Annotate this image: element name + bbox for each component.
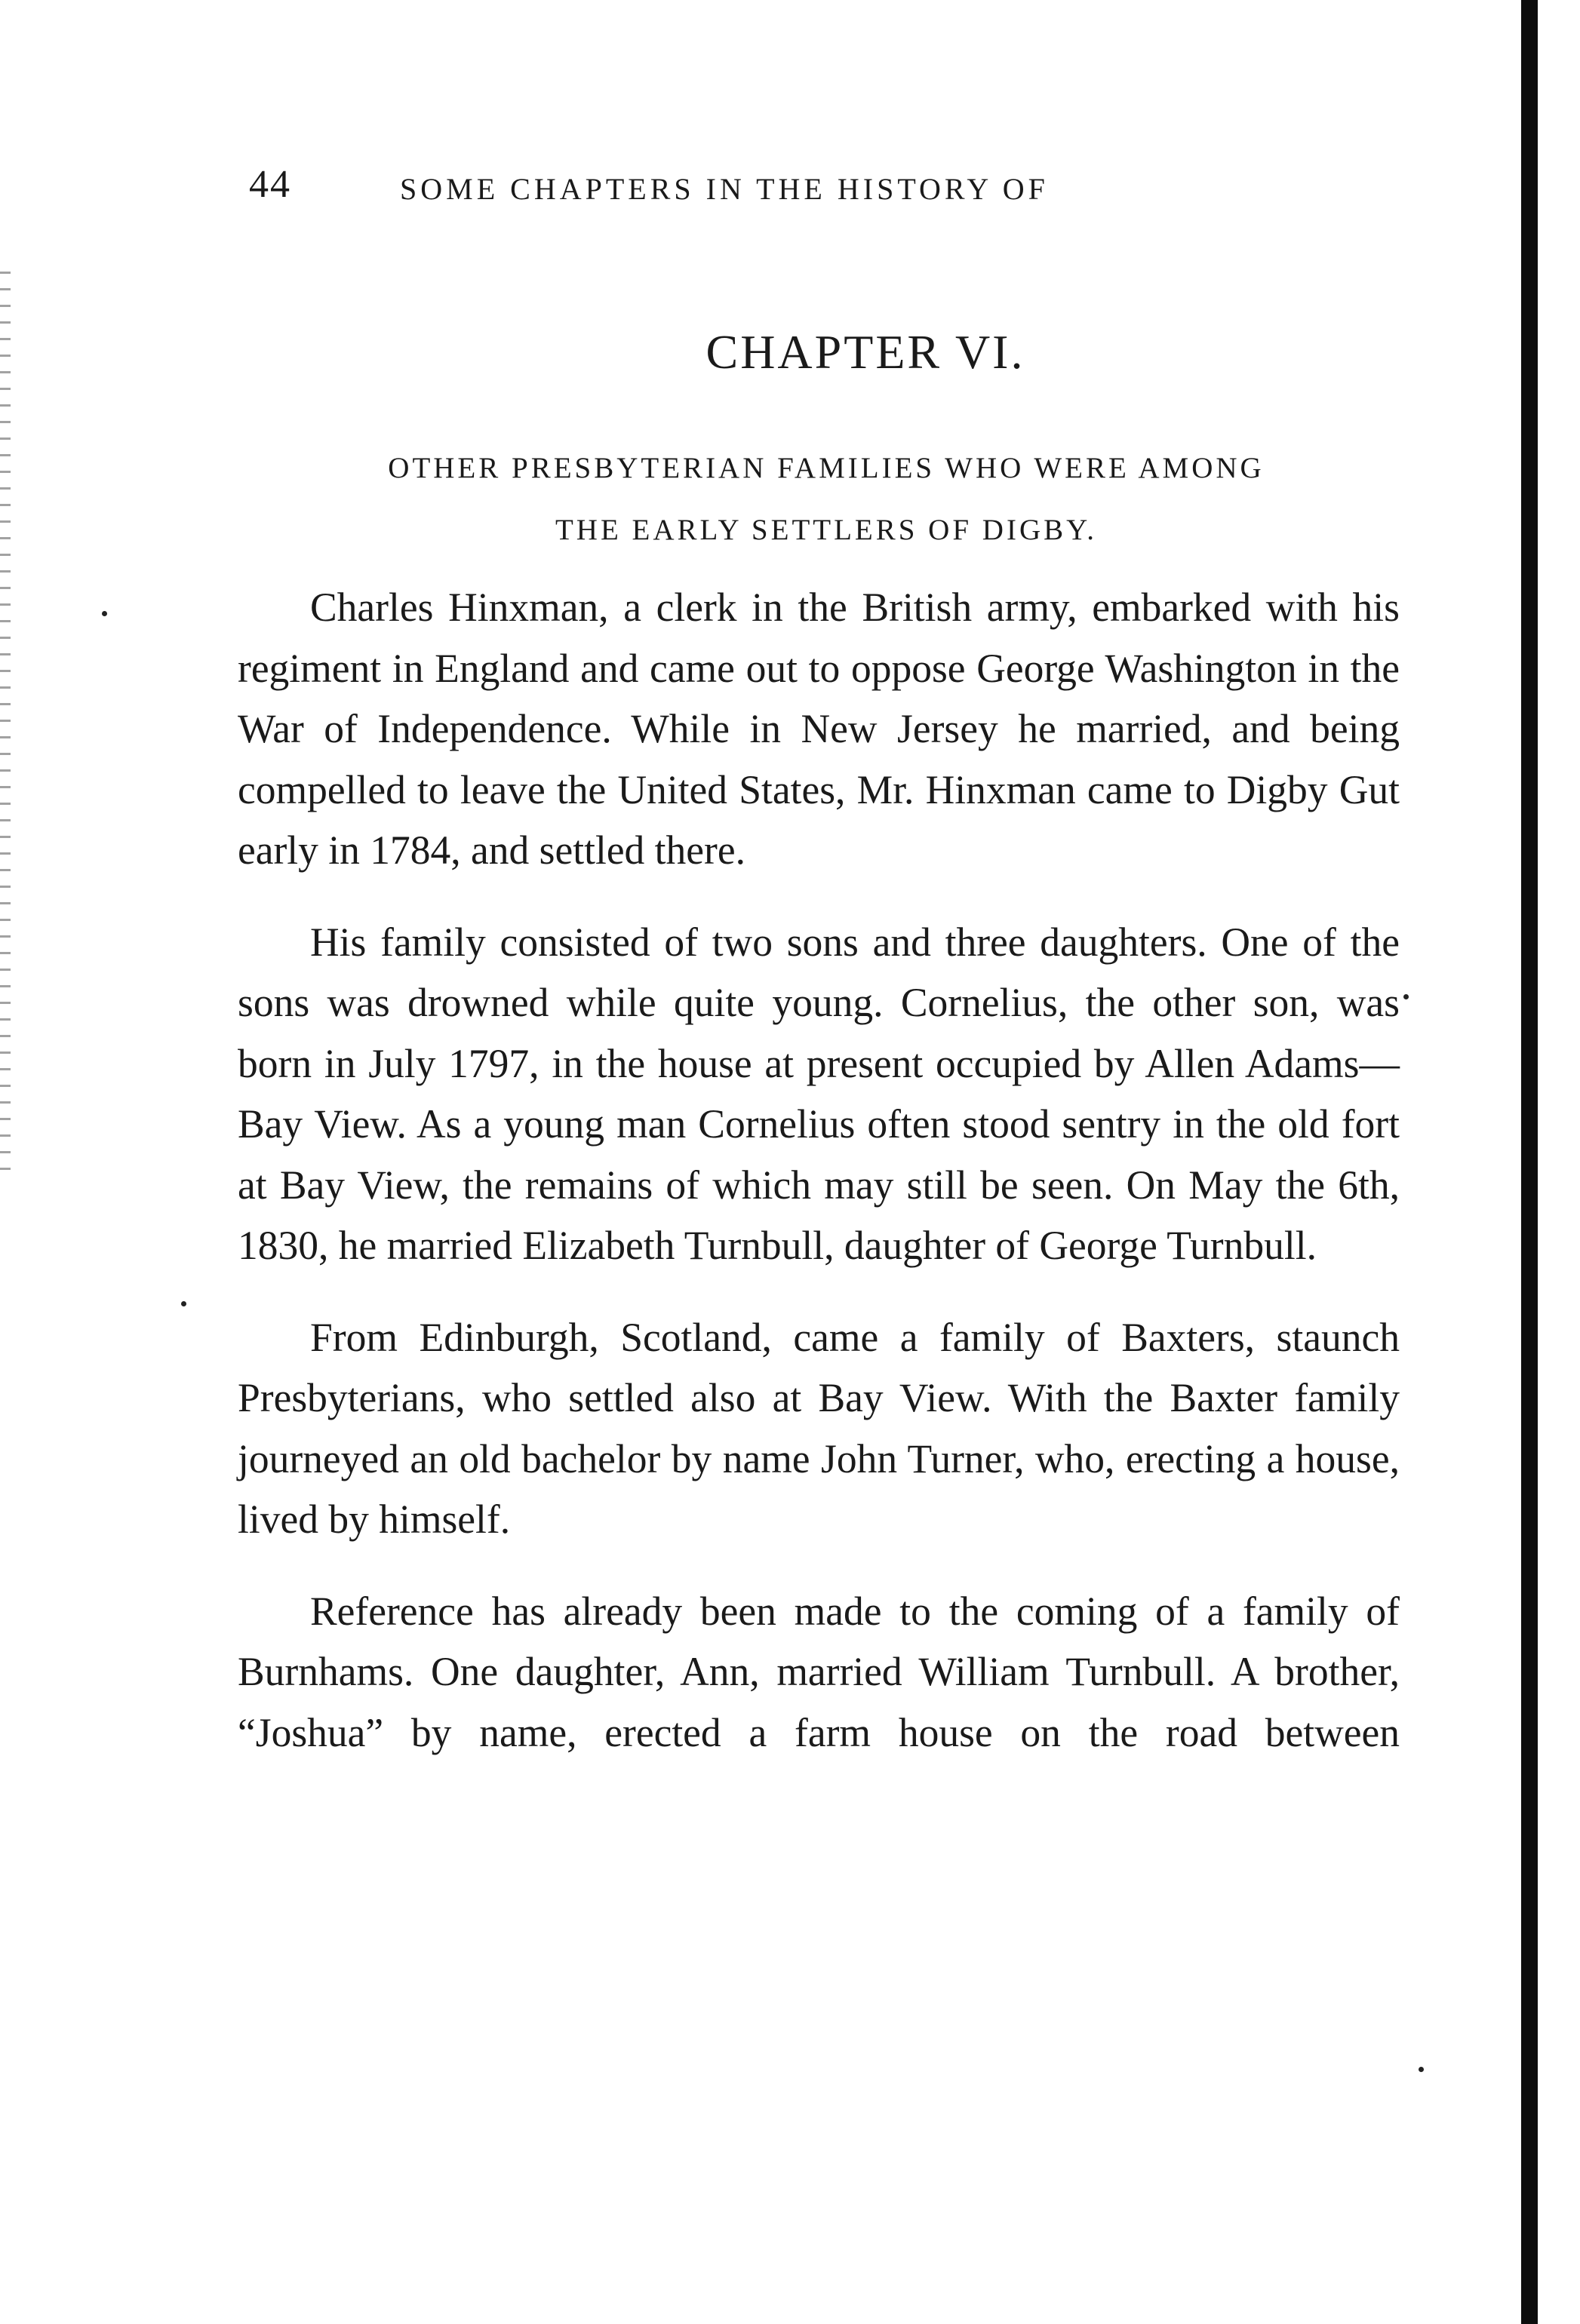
running-title: SOME CHAPTERS IN THE HISTORY OF: [400, 172, 1049, 206]
body-text: [238, 577, 1400, 1794]
paragraph-1: Charles Hinxman, a clerk in the British army, embarked with his regiment in England and came out to oppose George Washington in the War of Independence. While in New Jersey he married, and being compelled to leave the United States, Mr. Hinxman came to Digby Gut early in 1784, and settled there.: [238, 585, 1400, 873]
paragraph-3: From Edinburgh, Scotland, came a family of Baxters, staunch Presbyterians, who settled also at Bay View. With the Baxter family journeyed an old bachelor by name John Turner, who, erecting a house, lived by himself.: [238, 1314, 1400, 1542]
chapter-subtitle-line-2: THE EARLY SETTLERS OF DIGBY.: [555, 514, 1098, 546]
page-number: 44: [249, 163, 291, 206]
chapter-subtitle: [238, 437, 1415, 561]
paragraph-2: His family consisted of two sons and three daughters. One of the sons was drowned while quite young. Cornelius, the other son, was born in July 1797, in the house at present occupied by Allen Adams—Bay View. As a young man Cornelius often stood sentry in the old fort at Bay View, the remains of which may still be seen. On May the 6th, 1830, he married Elizabeth Turnbull, daughter of George Turnbull.: [238, 919, 1400, 1268]
paragraph-4: Reference has already been made to the coming of a family of Burnhams. One daughter, Ann, married William Turnbull. A brother, “Joshua” by name, erected a farm house on the road between: [238, 1588, 1400, 1755]
chapter-subtitle-line-1: OTHER PRESBYTERIAN FAMILIES WHO WERE AMONG: [388, 452, 1265, 484]
running-head: [249, 162, 1275, 215]
chapter-title: CHAPTER VI.: [705, 325, 1025, 379]
